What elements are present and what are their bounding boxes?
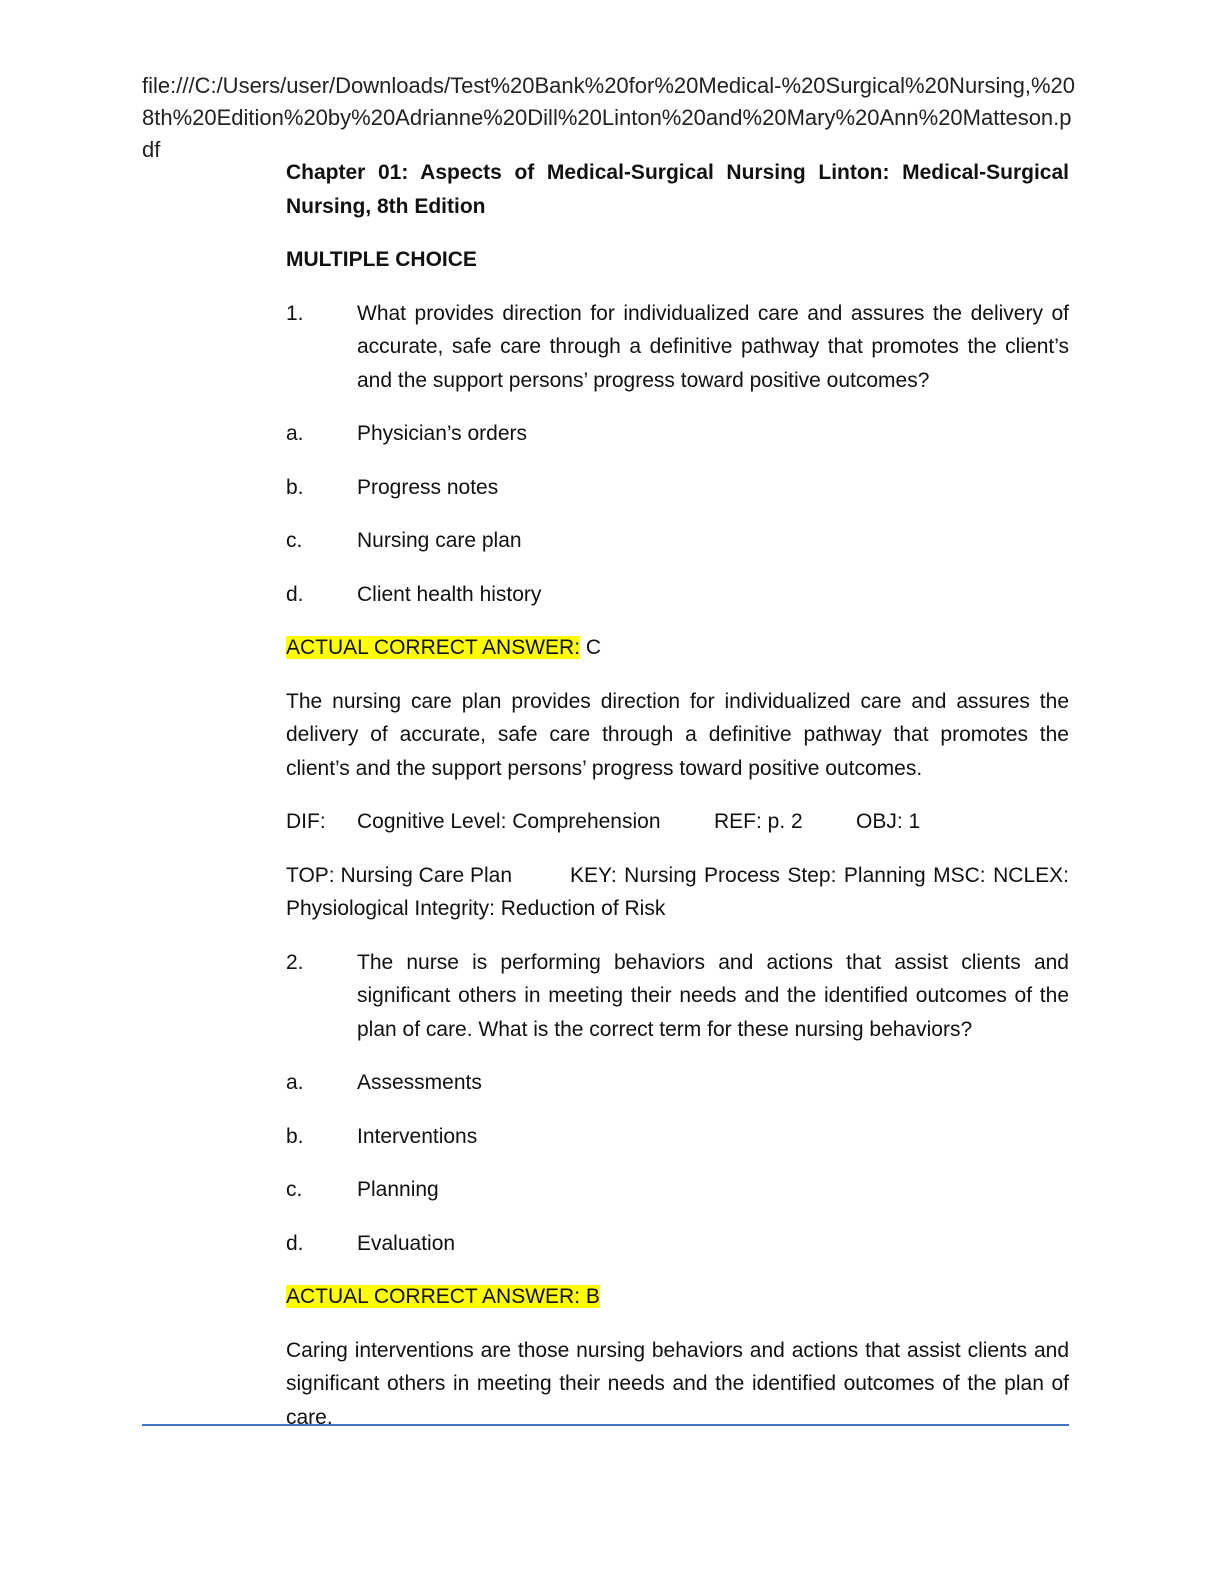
topic-key-row [286, 859, 1069, 926]
answer-value: C [580, 636, 602, 659]
option-item [286, 1120, 1069, 1154]
answer-label-highlight: ACTUAL CORRECT ANSWER: [286, 636, 581, 659]
option-item [286, 578, 1069, 612]
option-text: Evaluation [357, 1231, 456, 1255]
option-letter: a. [286, 1071, 304, 1094]
option-item [286, 417, 1069, 451]
question-1 [286, 297, 1069, 398]
option-letter: d. [286, 582, 304, 606]
document-body [286, 156, 1069, 1454]
chapter-title: Chapter 01: Aspects of Medical-Surgical Nursing Linton: Medical-Surgical Nursing, 8th Edition [286, 161, 1069, 218]
file-path-header: file:///C:/Users/user/Downloads/Test%20Bank%20for%20Medical-%20Surgical%20Nursing,%208th%20Edition%20by%20Adrianne%20Dill%20Linton%20and%20Mary%20Ann%20Matteson.pdf [142, 73, 1076, 162]
option-letter: b. [286, 1124, 304, 1148]
option-letter: c. [286, 1178, 303, 1201]
rationale-text: Caring interventions are those nursing behaviors and actions that assist clients and significant others in meeting their needs and the identified outcomes of the plan of care. [286, 1338, 1069, 1429]
option-item [286, 1066, 1069, 1100]
option-text: Physician’s orders [357, 422, 528, 445]
dif-value: Cognitive Level: Comprehension [357, 810, 661, 833]
question-text: What provides direction for individualized care and assures the delivery of accurate, safe care through a definitive pathway that promotes the client’s and the support persons’ progress toward positive outcomes? [357, 301, 1069, 392]
key-msc-value: KEY: Nursing Process Step: Planning MSC: NCLEX: Physiological Integrity: Reduction of Risk [286, 863, 1069, 920]
question-number: 1. [286, 301, 304, 325]
option-text: Assessments [357, 1071, 482, 1094]
dif-label: DIF: [286, 810, 326, 833]
ref-value: REF: p. 2 [714, 810, 803, 833]
rationale-text: The nursing care plan provides direction for individualized care and assures the delivery of accurate, safe care through a definitive pathway that promotes the client’s and the support persons’ progress toward positive outcomes. [286, 689, 1069, 780]
option-letter: c. [286, 529, 303, 552]
option-letter: b. [286, 475, 304, 499]
question-number: 2. [286, 950, 304, 974]
metadata-row [286, 805, 1069, 839]
option-item [286, 1227, 1069, 1261]
footer-rule [142, 1424, 1069, 1426]
option-text: Client health history [357, 582, 542, 606]
option-text: Planning [357, 1178, 439, 1201]
answer-line [286, 1280, 1069, 1314]
option-text: Nursing care plan [357, 529, 522, 552]
section-heading: MULTIPLE CHOICE [286, 248, 477, 271]
answer-line [286, 631, 1069, 665]
question-2 [286, 946, 1069, 1047]
option-letter: d. [286, 1231, 304, 1255]
answer-label-highlight: ACTUAL CORRECT ANSWER: B [286, 1285, 600, 1308]
option-text: Progress notes [357, 475, 499, 499]
topic-value: TOP: Nursing Care Plan [286, 863, 513, 887]
question-text: The nurse is performing behaviors and actions that assist clients and significant others in meeting their needs and the identified outcomes of the plan of care. What is the correct term for these nursing behaviors? [357, 950, 1069, 1041]
option-item [286, 1173, 1069, 1207]
option-item [286, 471, 1069, 505]
option-item [286, 524, 1069, 558]
obj-value: OBJ: 1 [856, 810, 921, 833]
option-letter: a. [286, 422, 304, 445]
option-text: Interventions [357, 1124, 478, 1148]
